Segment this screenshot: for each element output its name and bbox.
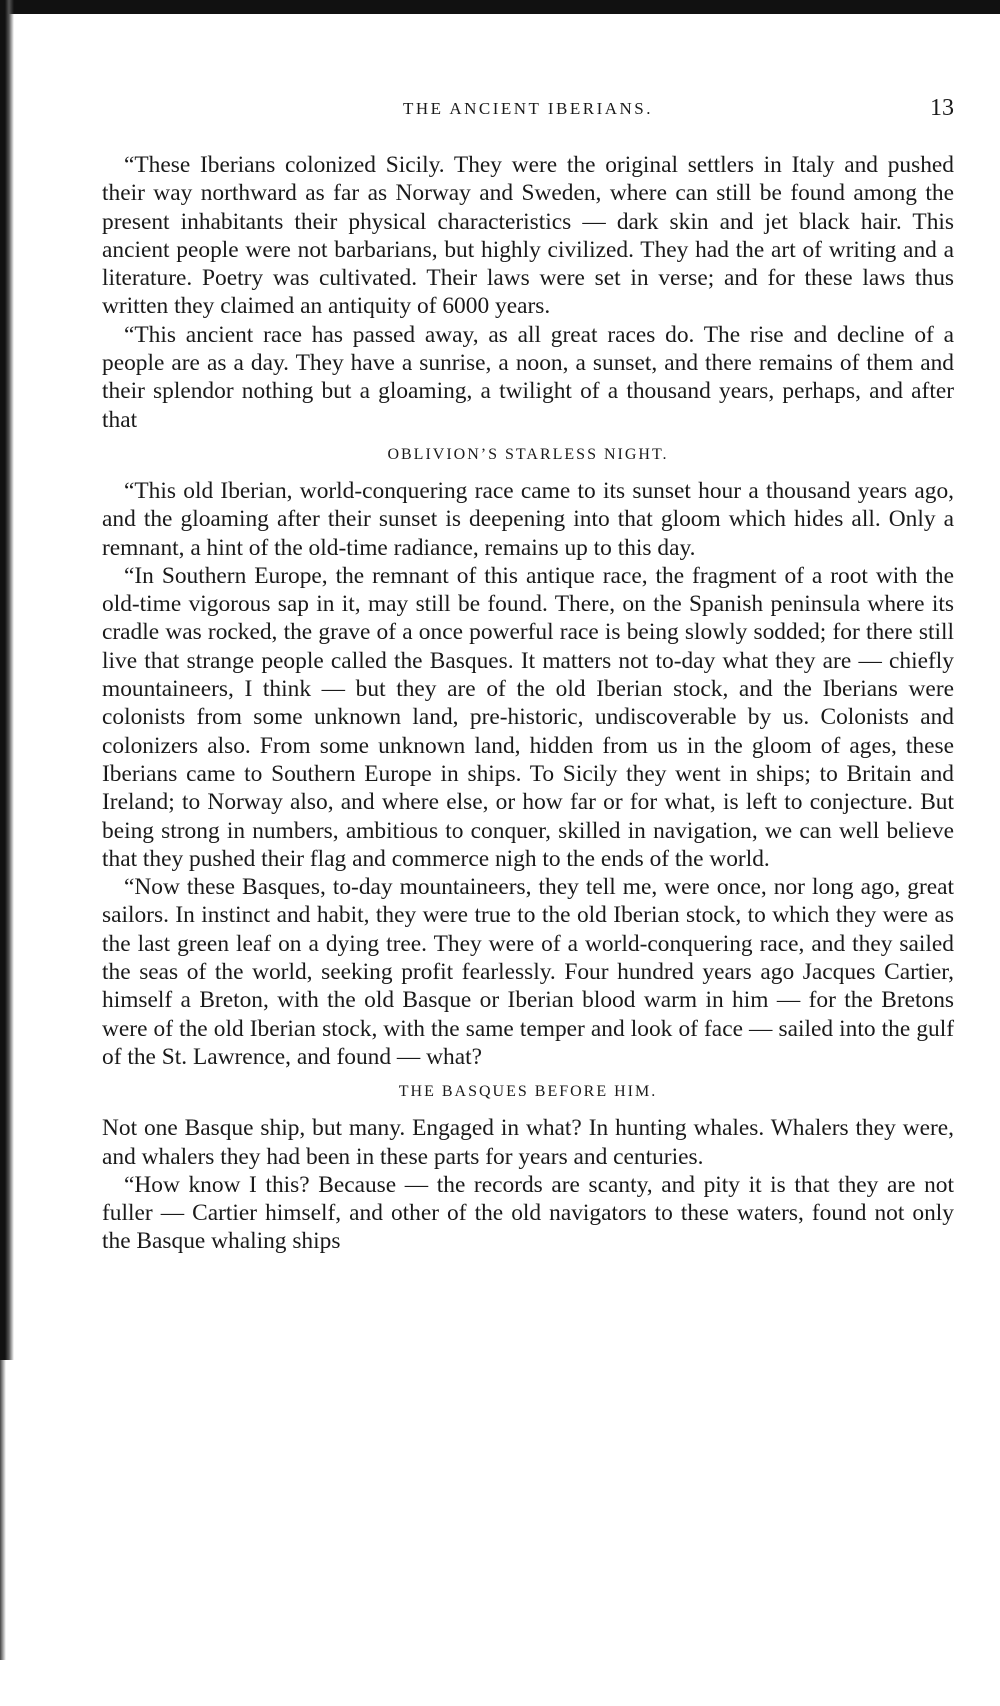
- paragraph-4: “In Southern Europe, the remnant of this antique race, the fragment of a root with the old-time vigorous sap in it, may still be found. There, on the Spanish peninsula where its cradle was rocked, the grave of a once powerful race is being slowly sodded; for there still live that strange people called the Basques. It matters not to-day what they are — chiefly mountaineers, I think — but they are of the old Iberian stock, and the Iberians were colonists from some unknown land, pre-historic, undiscoverable by us. Colonists and colonizers also. From some unknown land, hidden from us in the gloom of ages, these Iberians came to Southern Europe in ships. To Sicily they went in ships; to Britain and Ireland; to Norway also, and where else, or how far or for what, is left to conjecture. But being strong in numbers, ambitious to conquer, skilled in navigation, we can well believe that they pushed their flag and commerce nigh to the ends of the world.: [102, 562, 954, 872]
- body-text: [102, 151, 954, 1256]
- page-number: 13: [930, 95, 954, 121]
- page-top-edge: [0, 0, 1000, 14]
- binding-shadow: [0, 0, 14, 1360]
- running-head: [102, 95, 954, 135]
- section-heading-oblivion: OBLIVION’S STARLESS NIGHT.: [387, 445, 669, 463]
- section-heading-basques: THE BASQUES BEFORE HIM.: [398, 1083, 658, 1101]
- paragraph-6: Not one Basque ship, but many. Engaged in what? In hunting whales. Whalers they were, and whalers they had been in these parts for years and centuries.: [102, 1115, 954, 1170]
- running-title: THE ANCIENT IBERIANS.: [402, 99, 654, 118]
- paragraph-3: “This old Iberian, world-conquering race came to its sunset hour a thousand years ago, and the gloaming after their sunset is deepening into that gloom which hides all. Only a remnant, a hint of the old-time radiance, remains up to this day.: [102, 477, 954, 561]
- binding-shadow-lower: [0, 1360, 6, 1660]
- paragraph-1: “These Iberians colonized Sicily. They were the original settlers in Italy and pushed their way northward as far as Norway and Sweden, where can still be found among the present inhabitants their physical characteristics — dark skin and jet black hair. This ancient people were not barbarians, but highly civilized. They had the art of writing and a literature. Poetry was cultivated. Their laws were set in verse; and for these laws thus written they claimed an antiquity of 6000 years.: [102, 152, 954, 320]
- book-page: [102, 95, 954, 1256]
- paragraph-5: “Now these Basques, to-day mountaineers, they tell me, were once, nor long ago, great sailors. In instinct and habit, they were true to the old Iberian stock, to which they were as the last green leaf on a dying tree. They were of a world-conquering race, and they sailed the seas of the world, seeking profit fearlessly. Four hundred years ago Jacques Cartier, himself a Breton, with the old Basque or Iberian blood warm in him — for the Bretons were of the old Iberian stock, with the same temper and look of face — sailed into the gulf of the St. Lawrence, and found — what?: [102, 874, 954, 1070]
- paragraph-2: “This ancient race has passed away, as all great races do. The rise and decline of a people are as a day. They have a sunrise, a noon, a sunset, and there remains of them and their splendor nothing but a gloaming, a twilight of a thousand years, perhaps, and after that: [102, 321, 954, 433]
- paragraph-7: “How know I this? Because — the records are scanty, and pity it is that they are not fuller — Cartier himself, and other of the old navigators to these waters, found not only the Basque whaling ships: [102, 1171, 954, 1255]
